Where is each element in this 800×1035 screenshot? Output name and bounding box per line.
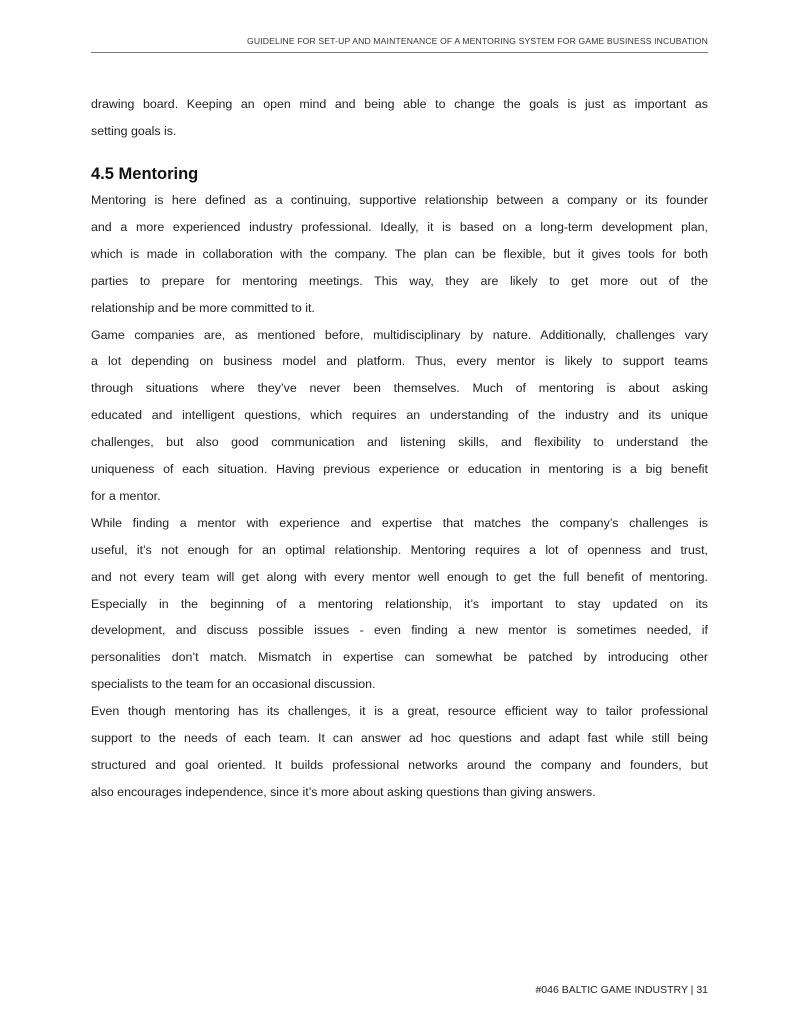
paragraph-line: structured and goal oriented. It builds professional networks around the company and founders, but	[91, 757, 708, 772]
paragraph-line: and a more experienced industry professional. Ideally, it is based on a long-term development plan,	[91, 219, 708, 234]
paragraph-line: Mentoring is here defined as a continuing, supportive relationship between a company or its founder	[91, 193, 708, 207]
paragraph-line: for a mentor.	[91, 488, 161, 503]
header-divider	[91, 52, 708, 53]
paragraph-line: useful, it’s not enough for an optimal relationship. Mentoring requires a lot of openness and trust,	[91, 542, 708, 557]
paragraph-line: development, and discuss possible issues - even finding a new mentor is sometimes needed, if	[91, 623, 708, 638]
paragraph-line: Especially in the beginning of a mentoring relationship, it’s important to stay updated on its	[91, 596, 708, 611]
paragraph-line: educated and intelligent questions, which requires an understanding of the industry and its unique	[91, 408, 708, 423]
section-heading: 4.5 Mentoring	[91, 165, 199, 183]
paragraph-line: uniqueness of each situation. Having previous experience or education in mentoring is a big benefit	[91, 462, 708, 476]
paragraph-line: which is made in collaboration with the company. The plan can be flexible, but it gives tools for both	[91, 246, 708, 261]
page-footer: #046 BALTIC GAME INDUSTRY | 31	[535, 984, 708, 996]
intro-paragraph-line: setting goals is.	[91, 123, 177, 138]
paragraph-line: and not every team will get along with every mentor well enough to get the full benefit of mentoring.	[91, 569, 708, 584]
paragraph-line: challenges, but also good communication and listening skills, and flexibility to understand the	[91, 435, 708, 450]
paragraph-line: parties to prepare for mentoring meetings. This way, they are likely to get more out of the	[91, 273, 708, 288]
paragraph-line: through situations where they’ve never been themselves. Much of mentoring is about asking	[91, 381, 708, 396]
paragraph-line: Game companies are, as mentioned before, multidisciplinary by nature. Additionally, challenges vary	[91, 327, 708, 342]
paragraph-line: Even though mentoring has its challenges, it is a great, resource efficient way to tailor professional	[91, 704, 708, 719]
paragraph-line: support to the needs of each team. It can answer ad hoc questions and adapt fast while still being	[91, 731, 708, 745]
paragraph-line: personalities don’t match. Mismatch in expertise can somewhat be patched by introducing other	[91, 650, 708, 665]
paragraph-line: specialists to the team for an occasional discussion.	[91, 677, 376, 692]
paragraph-line: relationship and be more committed to it.	[91, 300, 315, 315]
intro-paragraph-line: drawing board. Keeping an open mind and being able to change the goals is just as important as	[91, 97, 708, 111]
paragraph-line: also encourages independence, since it’s more about asking questions than giving answers.	[91, 784, 596, 799]
paragraph-line: While finding a mentor with experience and expertise that matches the company’s challenges is	[91, 515, 708, 530]
paragraph-line: a lot depending on business model and platform. Thus, every mentor is likely to support teams	[91, 354, 708, 369]
running-header: GUIDELINE FOR SET-UP AND MAINTENANCE OF A MENTORING SYSTEM FOR GAME BUSINESS INCUBATION	[247, 36, 708, 46]
